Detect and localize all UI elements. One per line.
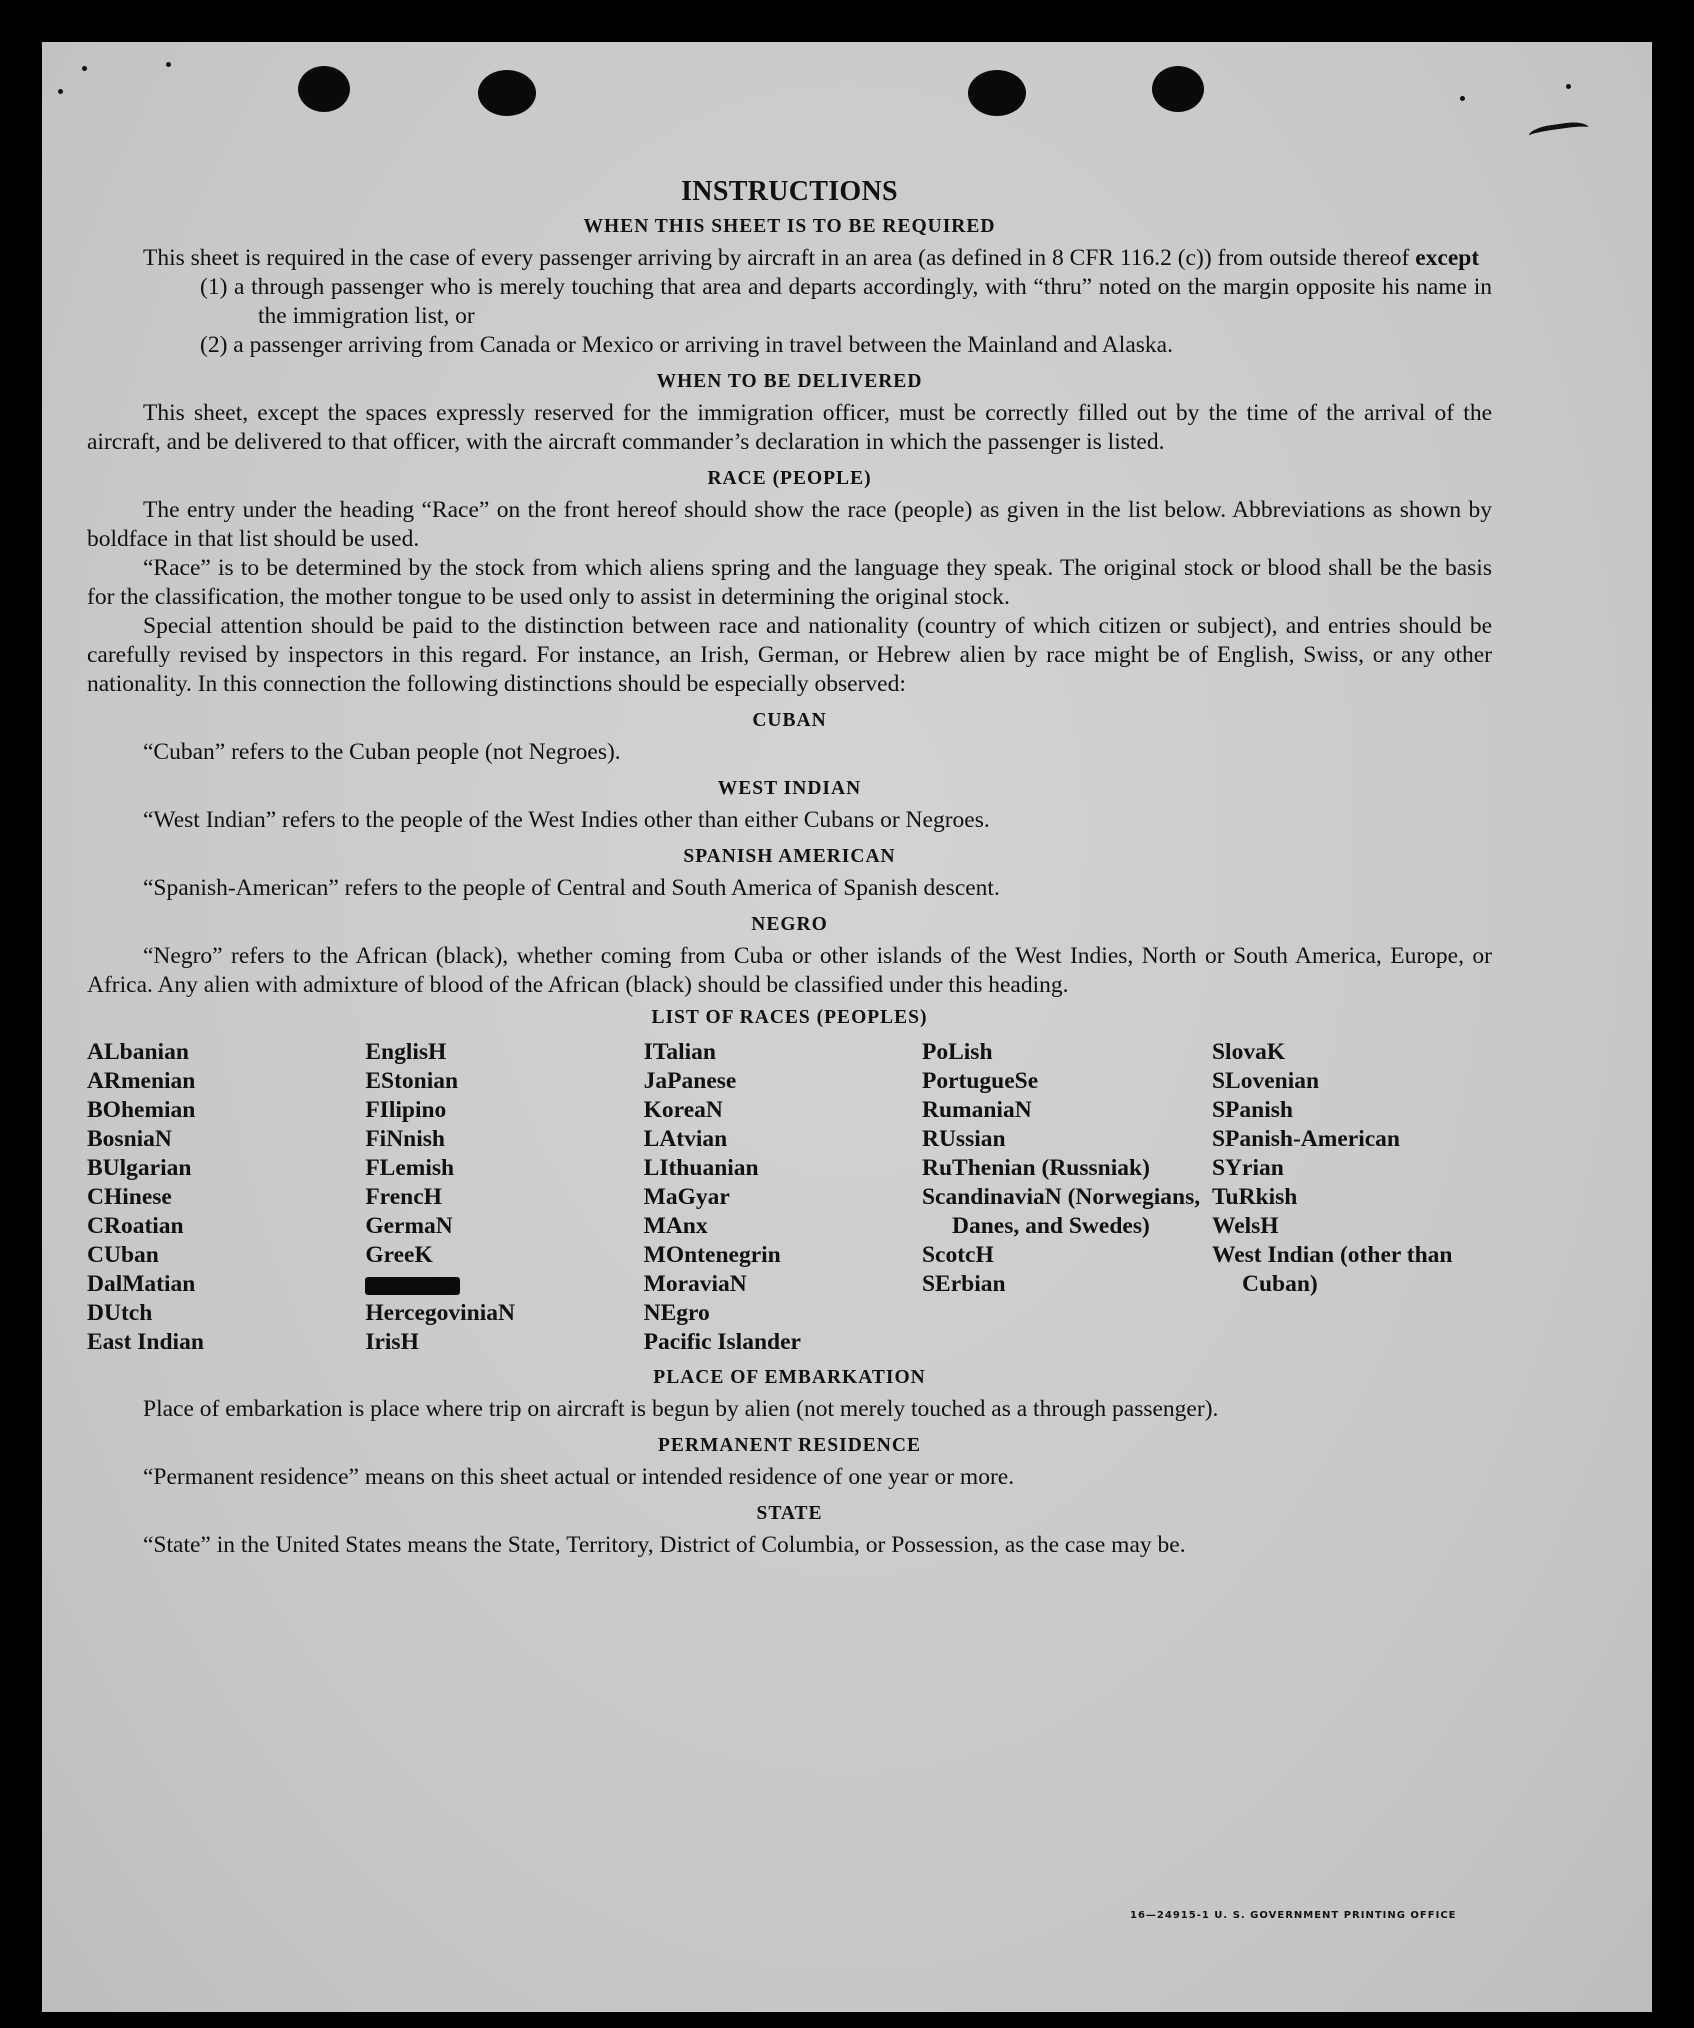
race-entry: CRoatian xyxy=(87,1213,184,1239)
race-entry: PoLish xyxy=(921,1039,993,1065)
race-entry: ARmenian xyxy=(87,1068,196,1094)
document-sheet xyxy=(42,42,1652,2012)
page-title: INSTRUCTIONS xyxy=(681,176,898,207)
section-heading: WHEN TO BE DELIVERED xyxy=(656,371,923,392)
paragraph: “Spanish-American” refers to the people of Central and South America of Spanish descent. xyxy=(143,875,1000,901)
race-entry: DUtch xyxy=(87,1300,153,1326)
race-entry: LIthuanian xyxy=(643,1155,759,1181)
race-entry: MoraviaN xyxy=(643,1271,747,1297)
race-entry: ScandinaviaN (Norwegians, Danes, and Swedes) xyxy=(921,1184,1201,1239)
race-entry: SLovenian xyxy=(1211,1068,1320,1094)
race-entry: MAnx xyxy=(643,1213,708,1239)
section-heading: STATE xyxy=(756,1503,823,1524)
race-entry: SPanish xyxy=(1211,1097,1293,1123)
section-heading: CUBAN xyxy=(752,710,827,731)
section-heading: PLACE OF EMBARKATION xyxy=(653,1367,926,1388)
punch-hole xyxy=(1152,66,1204,112)
race-column xyxy=(644,1038,922,1357)
speck xyxy=(58,89,63,94)
paragraph: The entry under the heading “Race” on the front hereof should show the race (people) as given in the list below. Abbreviations as shown by boldface in that list should be used. xyxy=(87,497,1492,552)
race-entry: SYrian xyxy=(1211,1155,1284,1181)
race-entry: EStonian xyxy=(365,1068,459,1094)
race-entry: IrisH xyxy=(365,1329,419,1355)
race-entry: PortugueSe xyxy=(921,1068,1039,1094)
race-entry: MaGyar xyxy=(643,1184,730,1210)
paragraph: Special attention should be paid to the distinction between race and nationality (country of which citizen or subject), and entries should be carefully revised by inspectors in this regard. For instance, an Irish, German, or Hebrew alien by race might be of English, Swiss, or any other nationality. In this connection the following distinctions should be especially observed: xyxy=(87,613,1492,697)
paragraph: This sheet, except the spaces expressly reserved for the immigration officer, must be correctly filled out by the time of the arrival of the aircraft, and be delivered to that officer, with the aircraft commander’s declaration in which the passenger is listed. xyxy=(87,400,1492,455)
paragraph: “Race” is to be determined by the stock from which aliens spring and the language they speak. The original stock or blood shall be the basis for the classification, the mother tongue to be used only to assist in determining the original stock. xyxy=(87,555,1492,610)
race-entry: WelsH xyxy=(1211,1213,1279,1239)
race-entry: GreeK xyxy=(365,1242,433,1268)
race-entry: EnglisH xyxy=(365,1039,447,1065)
punch-hole xyxy=(298,66,350,112)
section-heading: NEGRO xyxy=(751,914,828,935)
exception-item: (2) a passenger arriving from Canada or Mexico or arriving in travel between the Mainland and Alaska. xyxy=(200,332,1173,358)
race-entry: LAtvian xyxy=(643,1126,728,1152)
race-entry: CUban xyxy=(87,1242,159,1268)
section-heading: RACE (PEOPLE) xyxy=(707,468,872,489)
race-column xyxy=(365,1038,643,1357)
race-entry: MOntenegrin xyxy=(643,1242,781,1268)
race-entry: FrencH xyxy=(365,1184,442,1210)
race-entry: Pacific Islander xyxy=(643,1329,801,1355)
paragraph: “Permanent residence” means on this sheet actual or intended residence of one year or more. xyxy=(143,1464,1015,1490)
section-heading: WEST INDIAN xyxy=(717,778,862,799)
race-entry: JaPanese xyxy=(643,1068,737,1094)
instructions-body xyxy=(87,177,1492,1560)
paragraph: “West Indian” refers to the people of the West Indies other than either Cubans or Negroes. xyxy=(143,807,990,833)
race-entry: BosniaN xyxy=(87,1126,172,1152)
race-column xyxy=(1212,1038,1492,1357)
punch-hole xyxy=(968,70,1026,116)
race-entry: KoreaN xyxy=(643,1097,723,1123)
race-entry: West Indian (other than Cuban) xyxy=(1211,1242,1453,1297)
race-entry: BOhemian xyxy=(87,1097,196,1123)
section-heading: WHEN THIS SHEET IS TO BE REQUIRED xyxy=(583,216,996,237)
race-column xyxy=(922,1038,1212,1357)
race-entry: ITalian xyxy=(643,1039,716,1065)
section-heading: PERMANENT RESIDENCE xyxy=(658,1435,921,1456)
exception-item: (1) a through passenger who is merely touching that area and departs accordingly, with “thru” noted on the margin opposite his name in the immigration list, or xyxy=(200,274,1492,329)
speck xyxy=(82,66,87,71)
printer-imprint: 16—24915-1 U. S. GOVERNMENT PRINTING OFFICE xyxy=(1130,1910,1457,1921)
punch-hole xyxy=(478,70,536,116)
race-list xyxy=(87,1038,1492,1357)
redaction-mark xyxy=(365,1277,460,1295)
required-intro: This sheet is required in the case of every passenger arriving by aircraft in an area (as defined in 8 CFR 116.2 (c)) from outside thereof except xyxy=(143,245,1480,271)
race-entry: ALbanian xyxy=(87,1039,189,1065)
speck xyxy=(166,62,171,67)
race-entry: NEgro xyxy=(643,1300,710,1326)
race-entry: SPanish-American xyxy=(1211,1126,1400,1152)
speck xyxy=(1460,96,1465,101)
race-entry: ScotcH xyxy=(921,1242,994,1268)
speck xyxy=(1566,84,1571,89)
race-entry-redacted xyxy=(365,1270,643,1299)
race-entry: FLemish xyxy=(365,1155,455,1181)
paragraph: “Negro” refers to the African (black), whether coming from Cuba or other islands of the West Indies, North or South America, Europe, or Africa. Any alien with admixture of blood of the African (black) should be classified under this heading. xyxy=(87,943,1492,998)
race-column xyxy=(87,1038,365,1357)
race-entry: FIlipino xyxy=(365,1097,447,1123)
section-heading: SPANISH AMERICAN xyxy=(683,846,896,867)
race-entry: HercegoviniaN xyxy=(365,1300,516,1326)
section-heading: LIST OF RACES (PEOPLES) xyxy=(651,1007,928,1028)
race-entry: SErbian xyxy=(921,1271,1006,1297)
race-entry: RUssian xyxy=(921,1126,1006,1152)
race-entry: TuRkish xyxy=(1211,1184,1298,1210)
race-entry: SlovaK xyxy=(1211,1039,1286,1065)
paragraph: “Cuban” refers to the Cuban people (not Negroes). xyxy=(143,739,621,765)
race-entry: DalMatian xyxy=(87,1271,196,1297)
paragraph: “State” in the United States means the State, Territory, District of Columbia, or Possession, as the case may be. xyxy=(143,1532,1186,1558)
race-entry: East Indian xyxy=(87,1329,204,1355)
race-entry: RumaniaN xyxy=(921,1097,1032,1123)
paragraph: Place of embarkation is place where trip on aircraft is begun by alien (not merely touched as a through passenger). xyxy=(143,1396,1219,1422)
race-entry: FiNnish xyxy=(365,1126,445,1152)
race-entry: GermaN xyxy=(365,1213,453,1239)
pen-mark xyxy=(1528,120,1590,147)
race-entry: BUlgarian xyxy=(87,1155,192,1181)
race-entry: CHinese xyxy=(87,1184,172,1210)
race-entry: RuThenian (Russniak) xyxy=(921,1155,1150,1181)
